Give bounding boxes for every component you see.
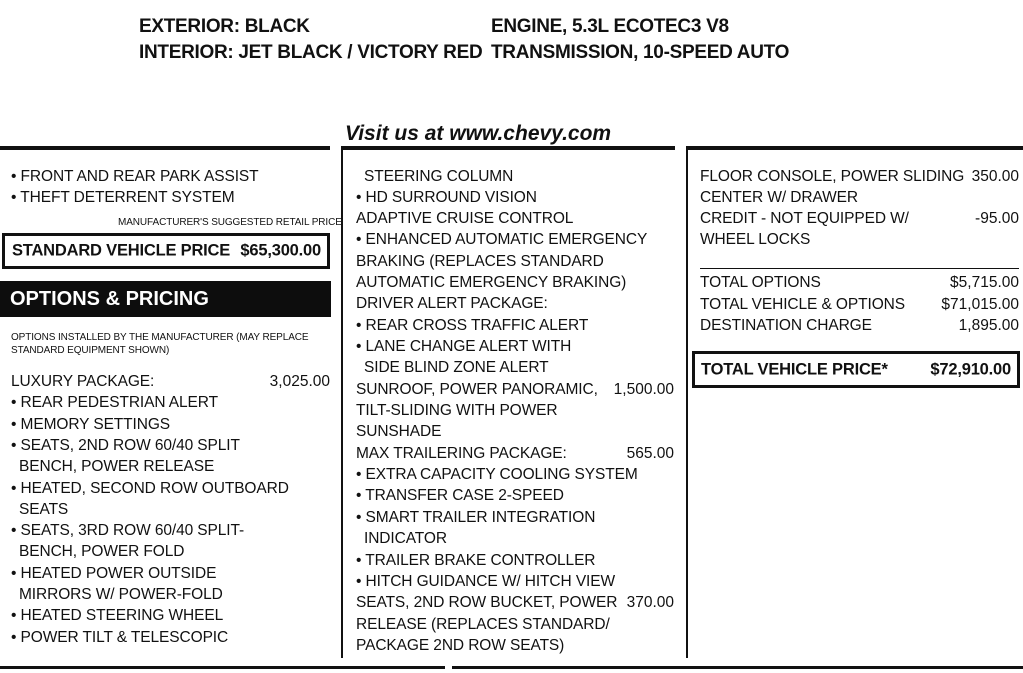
list-item: BENCH, POWER FOLD	[19, 543, 185, 560]
standard-price-label: STANDARD VEHICLE PRICE	[12, 241, 231, 260]
list-item: • HD SURROUND VISION	[356, 189, 537, 206]
list-item: CREDIT - NOT EQUIPPED W/	[700, 210, 909, 227]
options-pricing-header: OPTIONS & PRICING	[0, 281, 331, 317]
options-note: OPTIONS INSTALLED BY THE MANUFACTURER (MAY REPLACE	[11, 332, 309, 343]
list-item: • ENHANCED AUTOMATIC EMERGENCY	[356, 231, 648, 248]
list-item: PACKAGE 2ND ROW SEATS)	[356, 637, 565, 654]
engine-spec: ENGINE, 5.3L ECOTEC3 V8	[491, 16, 729, 37]
list-item: FLOOR CONSOLE, POWER SLIDING	[700, 168, 965, 185]
list-item: WHEEL LOCKS	[700, 231, 811, 248]
list-item: • HITCH GUIDANCE W/ HITCH VIEW	[356, 573, 616, 590]
list-item: ADAPTIVE CRUISE CONTROL	[356, 210, 574, 227]
list-item: • REAR CROSS TRAFFIC ALERT	[356, 317, 589, 334]
list-item: RELEASE (REPLACES STANDARD/	[356, 616, 610, 633]
transmission-spec: TRANSMISSION, 10-SPEED AUTO	[491, 42, 790, 63]
total-price-label: TOTAL VEHICLE PRICE*	[701, 360, 888, 378]
list-item: • HEATED POWER OUTSIDE	[11, 565, 217, 582]
list-item: SUNROOF, POWER PANORAMIC,	[356, 381, 598, 398]
trailering-price: 565.00	[626, 445, 674, 462]
list-item: CENTER W/ DRAWER	[700, 189, 858, 206]
total-price-value: $72,910.00	[930, 360, 1011, 378]
luxury-package-label: LUXURY PACKAGE:	[11, 373, 155, 390]
seats-price: 370.00	[626, 594, 674, 611]
list-item: MIRRORS W/ POWER-FOLD	[19, 586, 223, 603]
website-link[interactable]: Visit us at www.chevy.com	[345, 122, 612, 145]
list-item: • SEATS, 3RD ROW 60/40 SPLIT-	[11, 522, 245, 539]
list-item: • MEMORY SETTINGS	[11, 416, 171, 433]
list-item: • EXTRA CAPACITY COOLING SYSTEM	[356, 466, 638, 483]
total-vehicle-options-value: $71,015.00	[941, 296, 1019, 313]
list-item: STEERING COLUMN	[364, 168, 514, 185]
list-item: • POWER TILT & TELESCOPIC	[11, 629, 229, 646]
list-item: SEATS, 2ND ROW BUCKET, POWER	[356, 594, 618, 611]
list-item: • THEFT DETERRENT SYSTEM	[11, 189, 235, 206]
list-item: TILT-SLIDING WITH POWER	[356, 402, 558, 419]
list-item: DRIVER ALERT PACKAGE:	[356, 295, 548, 312]
list-item: • HEATED, SECOND ROW OUTBOARD	[11, 480, 289, 497]
exterior-color: EXTERIOR: BLACK	[139, 16, 310, 37]
list-item: • REAR PEDESTRIAN ALERT	[11, 394, 218, 411]
msrp-caption: MANUFACTURER'S SUGGESTED RETAIL PRICE	[118, 217, 342, 228]
list-item: • SEATS, 2ND ROW 60/40 SPLIT	[11, 437, 240, 454]
destination-charge-value: 1,895.00	[958, 317, 1019, 334]
standard-price-value: $65,300.00	[240, 241, 321, 260]
list-item: • FRONT AND REAR PARK ASSIST	[11, 168, 259, 185]
luxury-package-price: 3,025.00	[269, 373, 330, 390]
list-item: • TRANSFER CASE 2-SPEED	[356, 487, 564, 504]
list-item: • LANE CHANGE ALERT WITH	[356, 338, 572, 355]
console-price: 350.00	[971, 168, 1019, 185]
list-item: MAX TRAILERING PACKAGE:	[356, 445, 567, 462]
list-item: SIDE BLIND ZONE ALERT	[364, 359, 549, 376]
credit-price: -95.00	[975, 210, 1019, 227]
total-vehicle-price-box	[692, 351, 1020, 388]
list-item: • HEATED STEERING WHEEL	[11, 607, 224, 624]
destination-charge-label: DESTINATION CHARGE	[700, 317, 872, 334]
list-item: BENCH, POWER RELEASE	[19, 458, 215, 475]
list-item: INDICATOR	[364, 530, 447, 547]
divider	[700, 268, 1019, 269]
list-item: • SMART TRAILER INTEGRATION	[356, 509, 596, 526]
total-vehicle-options-label: TOTAL VEHICLE & OPTIONS	[700, 296, 905, 313]
list-item: SUNSHADE	[356, 423, 442, 440]
list-item: AUTOMATIC EMERGENCY BRAKING)	[356, 274, 627, 291]
total-options-value: $5,715.00	[950, 274, 1019, 291]
sunroof-price: 1,500.00	[613, 381, 674, 398]
list-item: BRAKING (REPLACES STANDARD	[356, 253, 604, 270]
list-item: • TRAILER BRAKE CONTROLLER	[356, 552, 596, 569]
interior-color: INTERIOR: JET BLACK / VICTORY RED	[139, 42, 483, 63]
options-note: STANDARD EQUIPMENT SHOWN)	[11, 345, 170, 356]
list-item: SEATS	[19, 501, 69, 518]
total-options-label: TOTAL OPTIONS	[700, 274, 821, 291]
